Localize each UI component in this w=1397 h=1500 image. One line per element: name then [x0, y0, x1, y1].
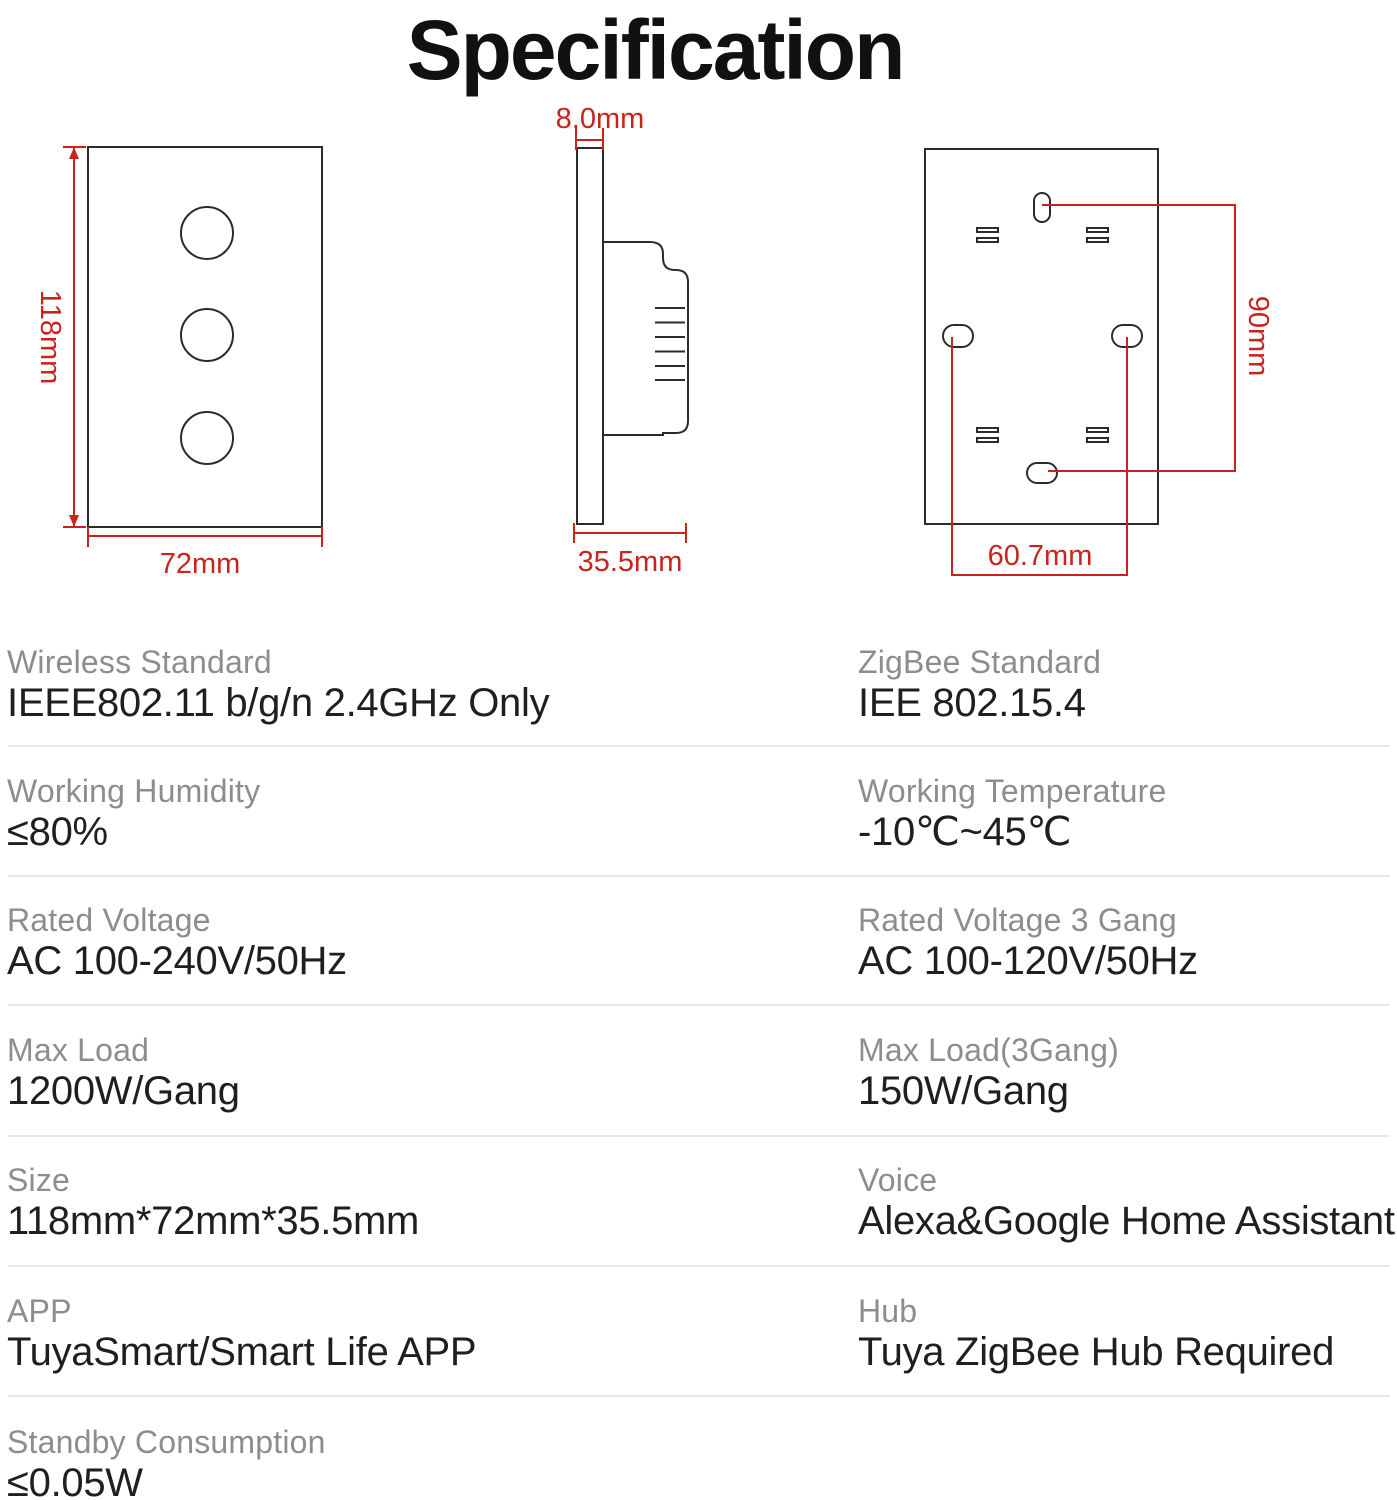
spec-value: Tuya ZigBee Hub Required — [858, 1330, 1335, 1374]
row-divider — [8, 875, 1390, 877]
thickness-dimension — [556, 103, 645, 150]
spec-label: Working Humidity — [7, 773, 261, 809]
spec-value: AC 100-240V/50Hz — [7, 939, 347, 983]
spec-value: Alexa&Google Home Assistant — [858, 1199, 1395, 1243]
back-view-drawing — [925, 149, 1274, 575]
spec-value: ≤80% — [7, 810, 108, 854]
spec-value: -10℃~45℃ — [858, 810, 1072, 854]
vent-slots — [977, 228, 1108, 442]
spec-label: Rated Voltage 3 Gang — [858, 902, 1177, 938]
spec-label: Hub — [858, 1293, 918, 1329]
spec-label: Working Temperature — [858, 773, 1167, 809]
horizontal-spacing-label: 60.7mm — [987, 540, 1093, 572]
row-divider — [8, 745, 1390, 747]
spec-label: Voice — [858, 1162, 938, 1198]
height-dimension-label: 118mm — [34, 289, 66, 385]
width-dimension — [88, 527, 322, 580]
page-title: Specification — [406, 3, 904, 97]
spec-label: Wireless Standard — [7, 644, 272, 680]
front-view-drawing — [34, 147, 322, 580]
row-divider — [8, 1135, 1390, 1137]
spec-label: Max Load(3Gang) — [858, 1032, 1119, 1068]
spec-label: Standby Consumption — [7, 1424, 326, 1460]
mount-slot-bottom — [1027, 463, 1057, 483]
spec-value: ≤0.05W — [7, 1461, 143, 1500]
touch-button-circle-3 — [181, 412, 233, 464]
row-divider — [8, 1395, 1390, 1397]
spec-value: 150W/Gang — [858, 1069, 1069, 1113]
front-panel-outline — [88, 147, 322, 527]
heatsink-fins — [655, 308, 685, 380]
spec-value: 118mm*72mm*35.5mm — [7, 1199, 420, 1243]
width-dimension-label: 72mm — [159, 548, 241, 580]
spec-value: TuyaSmart/Smart Life APP — [7, 1330, 477, 1374]
height-dimension — [34, 147, 86, 527]
side-faceplate-outline — [577, 148, 603, 524]
spec-label: ZigBee Standard — [858, 644, 1102, 680]
spec-value: IEE 802.15.4 — [858, 681, 1086, 725]
spec-value: 1200W/Gang — [7, 1069, 240, 1113]
horizontal-spacing-dimension — [952, 337, 1127, 575]
spec-label: Size — [7, 1162, 71, 1198]
spec-label: Max Load — [7, 1032, 150, 1068]
vertical-spacing-label: 90mm — [1242, 295, 1274, 377]
spec-value: AC 100-120V/50Hz — [858, 939, 1198, 983]
side-body-outline — [603, 242, 688, 435]
depth-dimension-label: 35.5mm — [577, 546, 683, 578]
row-divider — [8, 1004, 1390, 1006]
touch-button-circle-2 — [181, 309, 233, 361]
spec-label: Rated Voltage — [7, 902, 211, 938]
mount-slot-left — [943, 325, 973, 347]
row-divider — [8, 1265, 1390, 1267]
mount-slot-top — [1034, 193, 1050, 222]
side-view-drawing — [556, 103, 688, 578]
thickness-dimension-label: 8.0mm — [555, 103, 645, 135]
touch-button-circle-1 — [181, 207, 233, 259]
depth-dimension — [574, 523, 686, 578]
spec-value: IEEE802.11 b/g/n 2.4GHz Only — [7, 681, 550, 725]
technical-drawings — [0, 0, 1397, 620]
spec-label: APP — [7, 1293, 72, 1329]
